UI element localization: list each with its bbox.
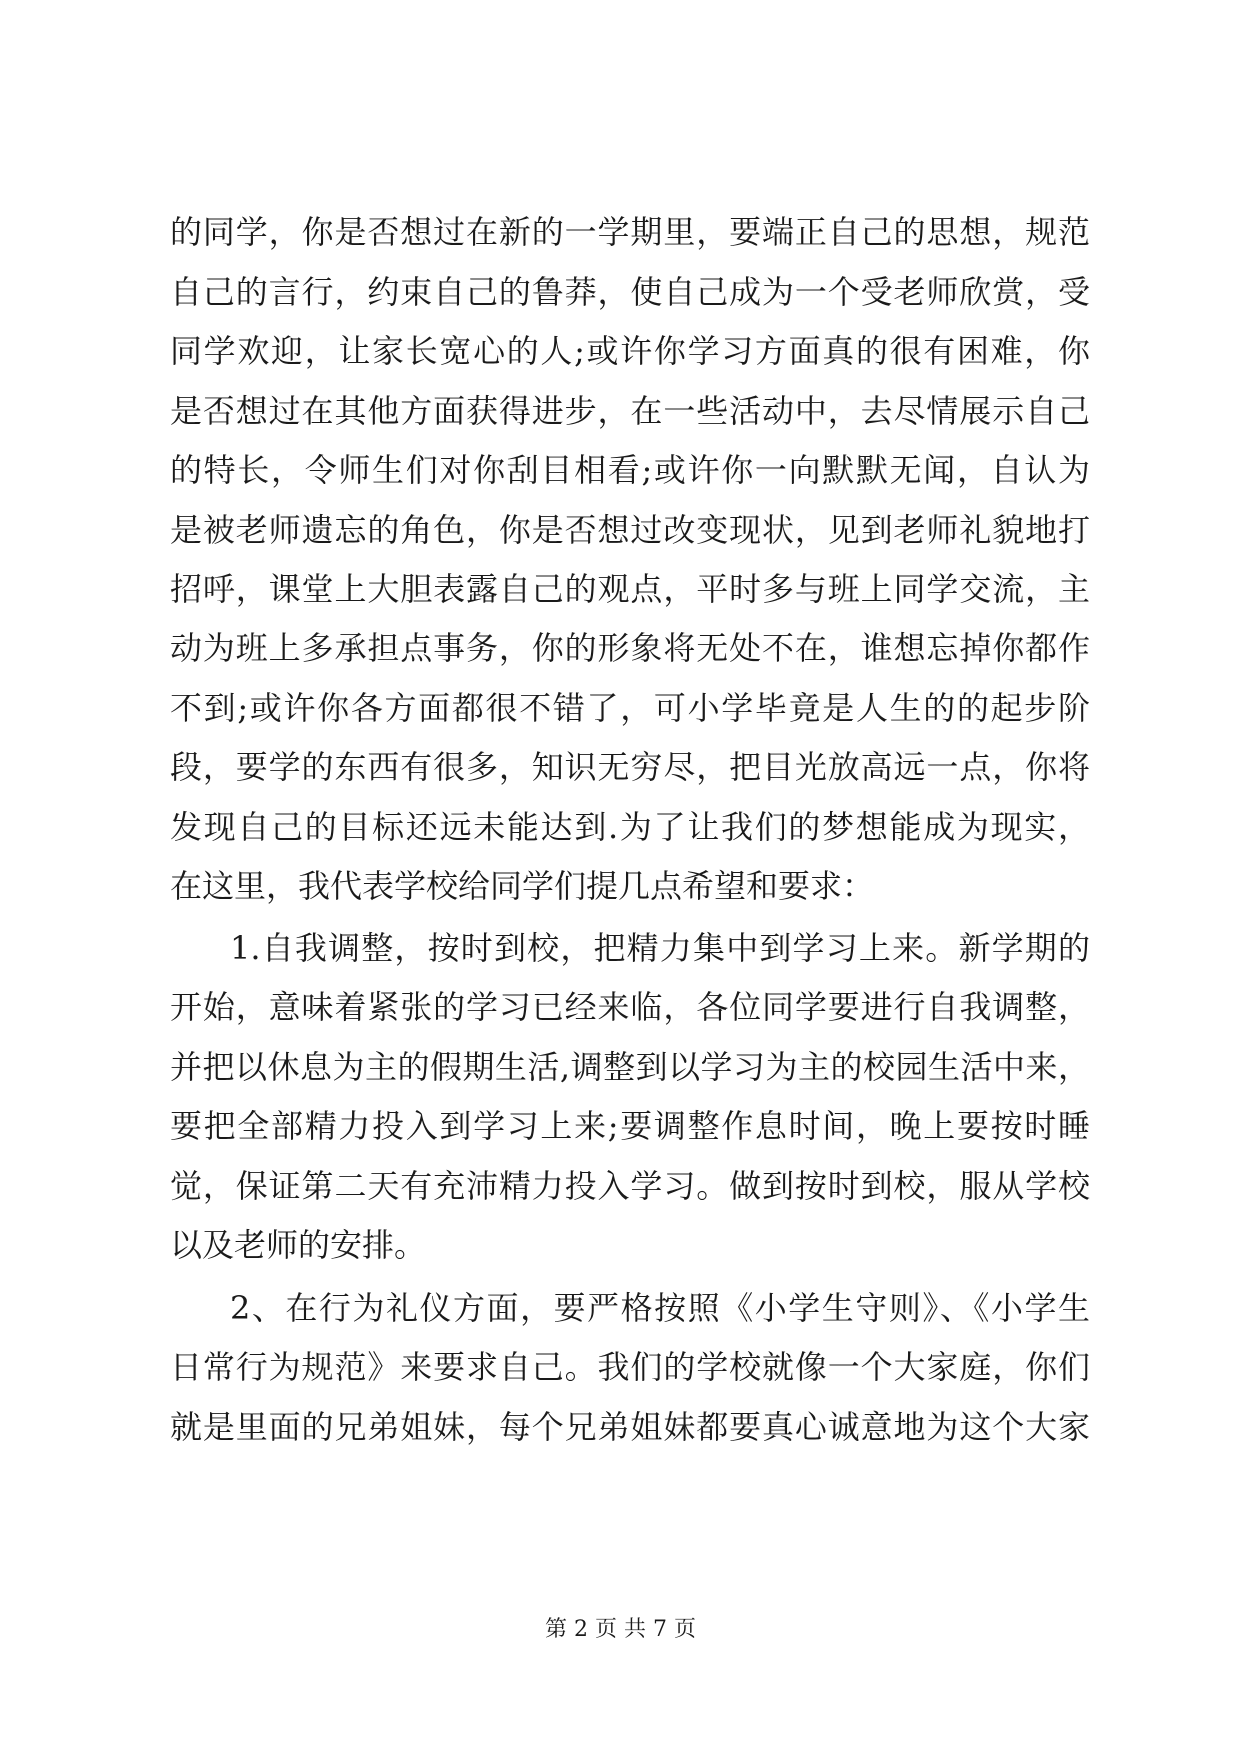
body-line: 并把以休息为主的假期生活,调整到以学习为主的校园生活中来，	[170, 1048, 1090, 1086]
body-line: 要把全部精力投入到学习上来;要调整作息时间，晚上要按时睡	[170, 1107, 1090, 1145]
body-line: 日常行为规范》来要求自己。我们的学校就像一个大家庭，你们	[170, 1348, 1090, 1386]
body-line: 招呼，课堂上大胆表露自己的观点，平时多与班上同学交流，主	[170, 570, 1090, 608]
body-line: 觉，保证第二天有充沛精力投入学习。做到按时到校，服从学校	[170, 1167, 1090, 1205]
body-line: 的特长，令师生们对你刮目相看;或许你一向默默无闻，自认为	[170, 451, 1090, 489]
body-line: 就是里面的兄弟姐妹，每个兄弟姐妹都要真心诚意地为这个大家	[170, 1408, 1090, 1446]
body-line: 开始，意味着紧张的学习已经来临，各位同学要进行自我调整，	[170, 988, 1090, 1026]
body-line: 的同学，你是否想过在新的一学期里，要端正自己的思想，规范	[170, 213, 1090, 251]
body-line: 动为班上多承担点事务，你的形象将无处不在，谁想忘掉你都作	[170, 629, 1090, 667]
body-line: 同学欢迎，让家长宽心的人;或许你学习方面真的很有困难，你	[170, 332, 1090, 370]
paragraph-first-line: 2、在行为礼仪方面，要严格按照《小学生守则》、《小学生	[230, 1289, 1090, 1327]
paragraph-first-line: 1.自我调整，按时到校，把精力集中到学习上来。新学期的	[230, 929, 1090, 967]
body-line: 发现自己的目标还远未能达到.为了让我们的梦想能成为现实，	[170, 808, 1090, 846]
page-number-footer: 第 2 页 共 7 页	[545, 1617, 696, 1642]
body-line: 自己的言行，约束自己的鲁莽，使自己成为一个受老师欣赏，受	[170, 273, 1090, 311]
body-line: 以及老师的安排。	[170, 1226, 427, 1264]
body-line: 在这里，我代表学校给同学们提几点希望和要求：	[170, 867, 875, 905]
body-line: 是被老师遗忘的角色，你是否想过改变现状，见到老师礼貌地打	[170, 511, 1090, 549]
body-line: 不到;或许你各方面都很不错了，可小学毕竟是人生的的起步阶	[170, 689, 1090, 727]
body-line: 是否想过在其他方面获得进步，在一些活动中，去尽情展示自己	[170, 392, 1090, 430]
body-line: 段，要学的东西有很多，知识无穷尽，把目光放高远一点，你将	[170, 748, 1090, 786]
